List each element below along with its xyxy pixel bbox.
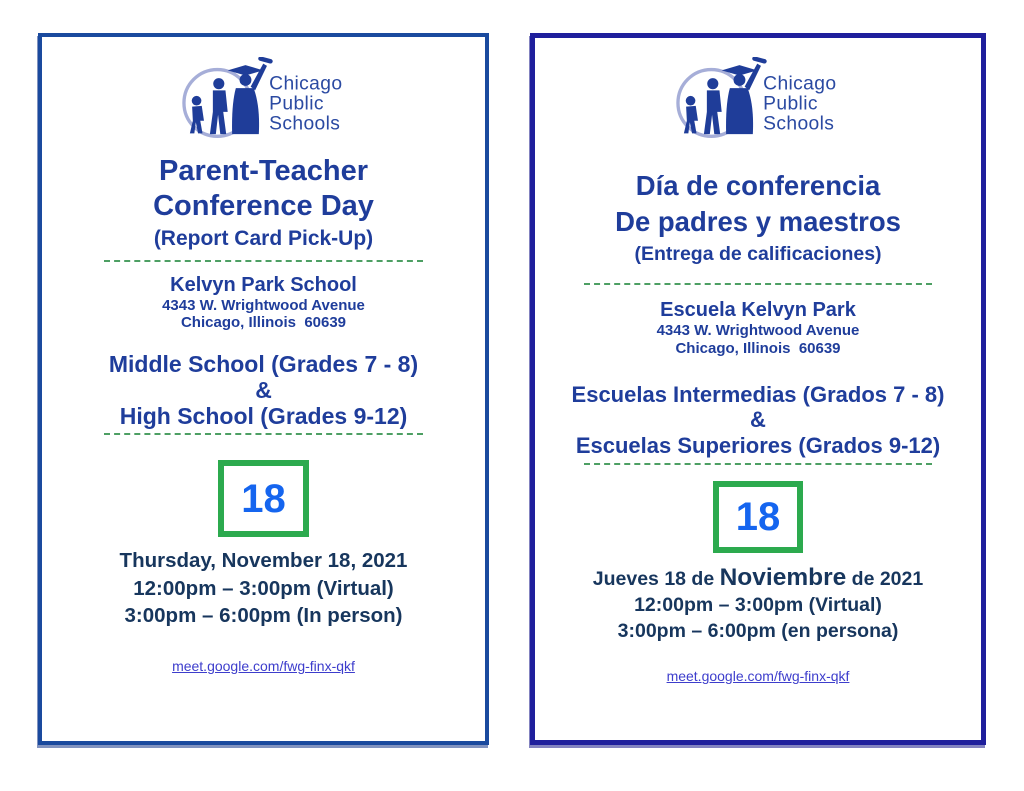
- flyer-title: [535, 168, 981, 241]
- address-city: Chicago, Illinois 60639: [180, 314, 347, 332]
- flyer-english: [38, 33, 489, 745]
- grades-ampersand: &: [255, 376, 272, 403]
- grades-ampersand: &: [750, 407, 766, 433]
- flyer-subtitle: (Entrega de calificaciones): [634, 242, 882, 265]
- title-line-2: Conference Day: [153, 189, 374, 222]
- datetime-block: [535, 562, 981, 645]
- date-suffix: de 2021: [846, 567, 924, 590]
- logo-word-public: Public: [763, 93, 818, 115]
- grades-block: [535, 382, 981, 457]
- date-line: [535, 562, 981, 594]
- logo-word-schools: Schools: [763, 113, 835, 135]
- title-line-2: De padres y maestros: [615, 206, 901, 238]
- calendar-day-box: [218, 460, 309, 537]
- dashed-divider: [104, 260, 423, 262]
- logo-word-chicago: Chicago: [763, 73, 837, 95]
- time-line-inperson: 3:00pm – 6:00pm (In person): [124, 603, 403, 627]
- title-line-1: Parent-Teacher: [159, 155, 368, 187]
- logo-wordmark: [763, 74, 836, 135]
- calendar-day-box: [713, 481, 803, 553]
- school-name: Kelvyn Park School: [170, 273, 357, 296]
- address-street: 4343 W. Wrightwood Avenue: [656, 321, 860, 339]
- logo-word-chicago: Chicago: [268, 73, 342, 95]
- address-street: 4343 W. Wrightwood Avenue: [162, 296, 365, 314]
- date-prefix: Jueves 18 de: [592, 567, 720, 590]
- dashed-divider: [104, 433, 423, 435]
- time-line-inperson: 3:00pm – 6:00pm (en persona): [617, 619, 899, 642]
- logo-word-public: Public: [268, 93, 324, 115]
- flyer-title: [42, 154, 485, 224]
- flyer-subtitle: (Report Card Pick-Up): [153, 226, 374, 250]
- school-name: Escuela Kelvyn Park: [660, 298, 856, 321]
- title-line-1: Día de conferencia: [635, 170, 881, 201]
- dashed-divider: [584, 463, 932, 465]
- dashed-divider: [584, 283, 932, 285]
- calendar-day-number: 18: [735, 494, 781, 539]
- google-meet-link[interactable]: meet.google.com/fwg-finx-qkf: [172, 658, 355, 675]
- date-month: Noviembre: [719, 563, 847, 591]
- flyer-spanish: [530, 33, 986, 745]
- datetime-block: [42, 547, 485, 629]
- google-meet-link[interactable]: meet.google.com/fwg-finx-qkf: [666, 668, 850, 685]
- cps-logo: [175, 57, 353, 140]
- grades-line-2: High School (Grades 9-12): [119, 402, 408, 429]
- logo-word-schools: Schools: [268, 113, 340, 135]
- calendar-day-number: 18: [241, 476, 286, 521]
- cps-logo: [669, 57, 847, 140]
- date-line: Thursday, November 18, 2021: [119, 549, 408, 573]
- time-line-virtual: 12:00pm – 3:00pm (Virtual): [634, 594, 882, 617]
- grades-line-1: Escuelas Intermedias (Grados 7 - 8): [571, 382, 945, 408]
- grades-block: [42, 352, 485, 429]
- logo-wordmark: [269, 74, 342, 135]
- grades-line-1: Middle School (Grades 7 - 8): [108, 351, 419, 378]
- time-line-virtual: 12:00pm – 3:00pm (Virtual): [133, 576, 394, 600]
- address-city: Chicago, Illinois 60639: [675, 339, 841, 357]
- grades-line-2: Escuelas Superiores (Grados 9-12): [575, 432, 941, 458]
